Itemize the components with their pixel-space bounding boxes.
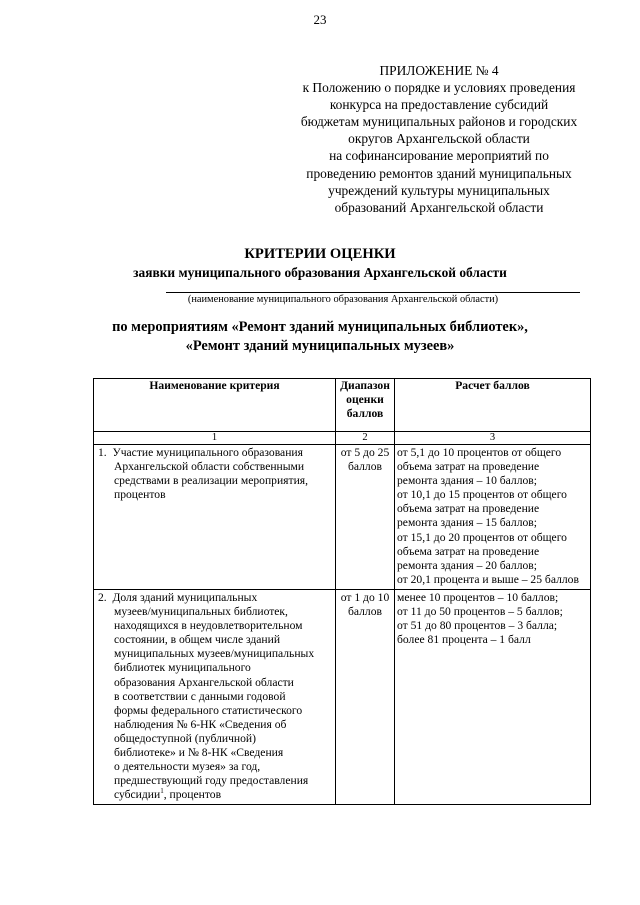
row-number: 1. xyxy=(98,446,107,459)
appendix-line: ПРИЛОЖЕНИЕ № 4 xyxy=(379,63,499,78)
column-number-row xyxy=(94,432,591,445)
calc-line: от 5,1 до 10 процентов от общего xyxy=(397,446,562,459)
document-subtitle: заявки муниципального образования Архангельской области xyxy=(133,265,507,280)
calc-line: объема затрат на проведение xyxy=(397,460,540,474)
calc-line: от 51 до 80 процентов – 3 балла; xyxy=(397,619,558,633)
appendix-line: на софинансирование мероприятий по xyxy=(329,148,549,164)
footnote-mark: 1 xyxy=(160,787,164,796)
events-title-line: «Ремонт зданий муниципальных музеев» xyxy=(185,338,455,354)
range-line: баллов xyxy=(348,605,382,619)
column-number: 3 xyxy=(395,432,591,445)
header-range-line: Диапазон xyxy=(340,379,390,392)
criterion-line: музеев/муниципальных библиотек, xyxy=(114,605,288,619)
calc-line: ремонта здания – 15 баллов; xyxy=(397,516,537,530)
criterion-line: общедоступной (публичной) xyxy=(114,731,256,745)
table-header-row xyxy=(94,379,591,432)
criterion-line: библиотек муниципального xyxy=(114,661,251,675)
appendix-line: конкурса на предоставление субсидий xyxy=(329,97,549,113)
criterion-line: Архангельской области собственными xyxy=(114,460,305,474)
criterion-line: в соответствии с данными годовой xyxy=(114,689,286,703)
criterion-line: библиотеке» и № 8-НК «Сведения xyxy=(114,745,284,759)
range-line: от 5 до 25 xyxy=(340,446,390,459)
range-cell xyxy=(336,589,395,804)
appendix-line: округов Архангельской области xyxy=(348,131,530,147)
appendix-line: учреждений культуры муниципальных xyxy=(328,182,550,198)
calc-line: от 20,1 процента и выше – 25 баллов xyxy=(397,572,579,586)
criterion-line: средствами в реализации мероприятия, xyxy=(114,474,309,488)
table-row xyxy=(94,589,591,804)
criterion-line: формы федерального статистического xyxy=(114,703,303,717)
range-cell xyxy=(336,445,395,590)
criterion-line: о деятельности музея» за год, xyxy=(114,760,261,774)
criteria-table xyxy=(93,378,591,805)
criterion-line: состоянии, в общем числе зданий xyxy=(114,633,281,647)
criterion-line: наблюдения № 6-НК «Сведения об xyxy=(114,717,287,731)
calc-line: ремонта здания – 20 баллов; xyxy=(397,558,537,572)
header-range xyxy=(336,379,395,432)
appendix-line: бюджетам муниципальных районов и городских xyxy=(300,114,578,130)
range-line: баллов xyxy=(348,460,382,474)
calc-line: от 10,1 до 15 процентов от общего xyxy=(397,488,567,502)
criterion-line: 1. Участие муниципального образования xyxy=(98,446,303,459)
criterion-cell xyxy=(94,445,336,590)
calc-line: от 15,1 до 20 процентов от общего xyxy=(397,530,567,544)
fill-in-caption: (наименование муниципального образования Архангельской области) xyxy=(187,294,499,305)
row-number: 2. xyxy=(98,590,107,604)
criterion-line: субсидии$^1$, процентов xyxy=(114,787,222,802)
appendix-line: образований Архангельской области xyxy=(334,199,544,215)
criterion-line: 2. Доля зданий муниципальных xyxy=(98,590,258,604)
events-title-line: по мероприятиям «Ремонт зданий муниципальных библиотек», xyxy=(112,319,528,335)
range-line: от 1 до 10 xyxy=(340,590,390,604)
criterion-line: образования Архангельской области xyxy=(114,675,294,689)
criterion-line: муниципальных музеев/муниципальных xyxy=(114,647,315,661)
calc-line: более 81 процента – 1 балл xyxy=(397,633,531,647)
header-range-line: оценки xyxy=(346,393,384,407)
page-number: 23 xyxy=(313,12,327,27)
calculation-cell xyxy=(395,445,591,590)
fill-in-line xyxy=(166,292,580,293)
criterion-line: находящихся в неудовлетворительном xyxy=(114,619,303,633)
criterion-line: процентов xyxy=(114,488,166,502)
calc-line: от 11 до 50 процентов – 5 баллов; xyxy=(397,605,563,619)
calculation-cell xyxy=(395,589,591,804)
calc-line: объема затрат на проведение xyxy=(397,544,540,558)
appendix-header xyxy=(276,62,602,216)
header-calculation: Расчет баллов xyxy=(395,379,591,432)
column-number: 1 xyxy=(94,432,336,445)
header-criterion: Наименование критерия xyxy=(94,379,336,432)
calc-line: менее 10 процентов – 10 баллов; xyxy=(397,590,559,604)
calc-line: ремонта здания – 10 баллов; xyxy=(397,474,537,488)
appendix-line: проведению ремонтов зданий муниципальных xyxy=(306,165,572,181)
criterion-line: предшествующий году предоставления xyxy=(114,774,309,788)
appendix-line: к Положению о порядке и условиях проведения xyxy=(302,80,576,96)
document-title: КРИТЕРИИ ОЦЕНКИ xyxy=(244,246,396,262)
table-row xyxy=(94,445,591,590)
criterion-cell xyxy=(94,589,336,804)
calc-line: объема затрат на проведение xyxy=(397,502,540,516)
column-number: 2 xyxy=(336,432,395,445)
header-range-line: баллов xyxy=(346,407,384,421)
